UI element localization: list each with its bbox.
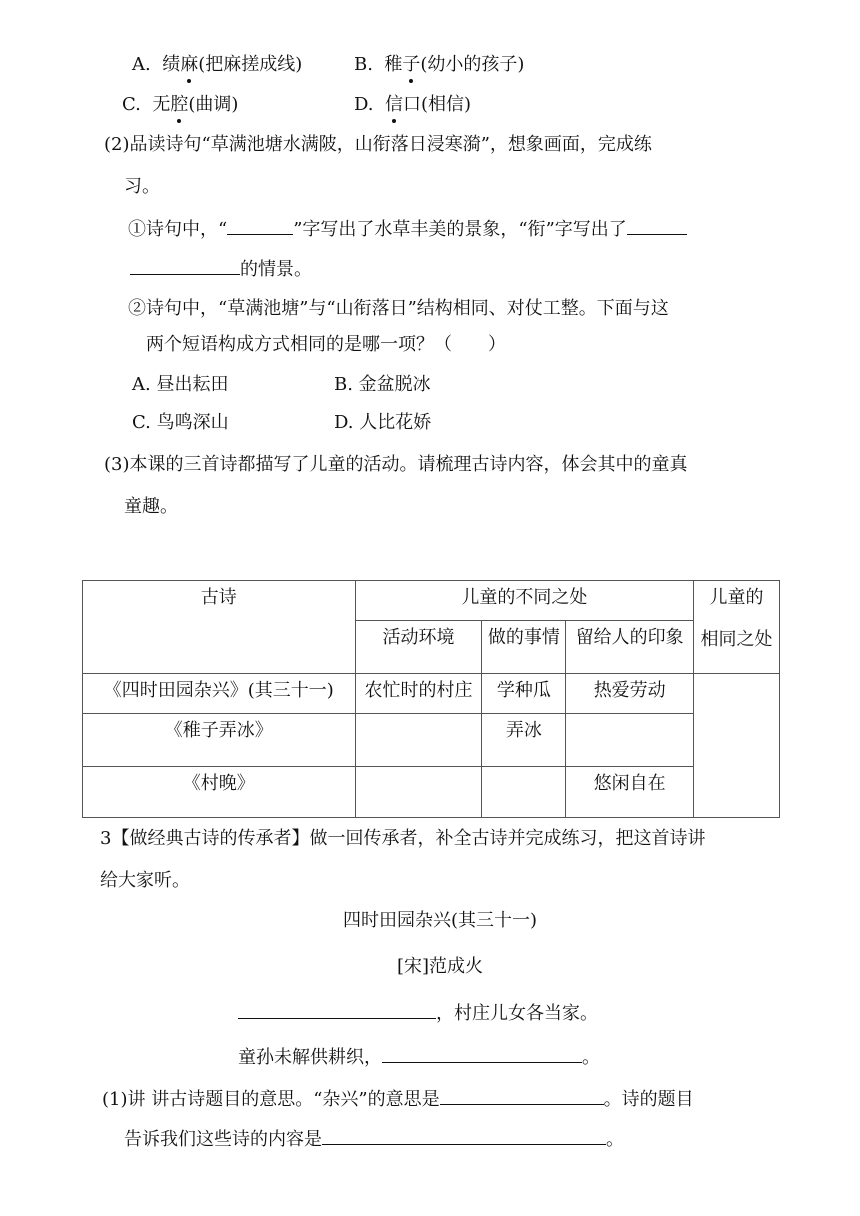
section3-line2: 给大家听。 <box>100 870 190 891</box>
poem-author-text: [宋]范成火 <box>396 956 484 977</box>
header-differences <box>355 581 694 621</box>
dotted-char: 腔 <box>170 92 188 118</box>
poem-cell <box>83 674 356 714</box>
header-environment <box>355 621 482 674</box>
q2-stem-line1: (2)品读诗句“草满池塘水满陂，山衔落日浸寒漪”，想象画面，完成练 <box>104 134 652 155</box>
sub1-text: 的情景。 <box>240 259 312 280</box>
cell-text <box>356 767 482 771</box>
cell-text <box>356 714 482 718</box>
q1-option-b <box>354 52 524 78</box>
task-cell <box>482 714 566 767</box>
similarity-cell[interactable] <box>694 674 780 818</box>
section3-line1: 3【做经典古诗的传承者】做一回传承者，补全古诗并完成练习，把这首诗讲 <box>100 828 706 849</box>
poem-title <box>0 908 860 934</box>
answer-blank[interactable] <box>440 1086 604 1105</box>
option-text: 绩 <box>162 54 181 75</box>
q2-option-d: D. 人比花娇 <box>334 412 432 433</box>
header-text: 儿童的不同之处 <box>461 587 588 608</box>
poem-title-text: 四时田园杂兴(其三十一) <box>342 910 538 931</box>
verse-text: 童孙未解供耕织， <box>238 1047 382 1068</box>
cell-text: 农忙时的村庄 <box>364 680 473 701</box>
cell-text <box>482 767 565 771</box>
cell-text: 悠闲自在 <box>593 773 666 794</box>
answer-blank[interactable] <box>130 256 240 275</box>
table-row <box>83 674 780 714</box>
dotted-char: 麻 <box>180 52 198 78</box>
q2-option-b: B. 金盆脱冰 <box>334 374 431 395</box>
impression-cell[interactable] <box>566 714 694 767</box>
verse-text: 。 <box>582 1047 600 1068</box>
impression-cell <box>566 767 694 818</box>
header-text: 留给人的印象 <box>575 627 684 648</box>
header-impression <box>566 621 694 674</box>
option-text: 无 <box>152 94 171 115</box>
option-text: 稚 <box>384 54 403 75</box>
option-letter: C. <box>122 94 141 115</box>
header-text: 儿童的 <box>709 587 764 608</box>
dotted-char: 信 <box>385 92 403 118</box>
s3-q1-line1 <box>102 1086 694 1113</box>
answer-blank[interactable] <box>627 216 687 235</box>
cell-text: 弄冰 <box>505 720 542 741</box>
header-similarities <box>694 581 780 674</box>
poem-verse2 <box>238 1044 600 1071</box>
sub1-text: ”字写出了水草丰美的景象，“衔”字写出了 <box>293 219 627 240</box>
q2-sub1-line1 <box>128 216 687 243</box>
verse-blank[interactable] <box>238 1000 436 1019</box>
option-gloss: (把麻搓成线) <box>198 54 303 75</box>
q2-sub2-line2: 两个短语构成方式相同的是哪一项？（ ） <box>146 334 506 355</box>
cell-text: 热爱劳动 <box>593 680 666 701</box>
q2-option-a: A. 昼出耘田 <box>132 374 229 395</box>
q3-line2: 童趣。 <box>124 496 178 517</box>
header-text: 古诗 <box>200 587 237 608</box>
poem-cell <box>83 767 356 818</box>
impression-cell <box>566 674 694 714</box>
answer-blank[interactable] <box>322 1126 606 1145</box>
header-poem <box>83 581 356 674</box>
question-text: 告诉我们这些诗的内容是 <box>124 1129 322 1150</box>
q2-stem-line2: 习。 <box>124 176 160 197</box>
cell-text: 学种瓜 <box>496 680 551 701</box>
answer-blank[interactable] <box>227 216 293 235</box>
q3-line1: (3)本课的三首诗都描写了儿童的活动。请梳理古诗内容，体会其中的童真 <box>104 454 688 475</box>
table-row <box>83 767 780 818</box>
env-cell[interactable] <box>355 767 482 818</box>
q1-option-a <box>132 52 302 78</box>
cell-text: 《村晚》 <box>182 773 255 794</box>
option-letter: A. <box>132 54 151 75</box>
q1-option-d <box>354 92 471 118</box>
cell-text: 《稚子弄冰》 <box>164 720 273 741</box>
option-gloss: (幼小的孩子) <box>420 54 525 75</box>
task-cell[interactable] <box>482 767 566 818</box>
question-text: 。 <box>606 1129 624 1150</box>
question-text: (1)讲 讲古诗题目的意思。“杂兴”的意思是 <box>102 1089 440 1110</box>
header-text: 相同之处 <box>700 629 773 650</box>
option-gloss: (曲调) <box>188 94 239 115</box>
question-text: 。诗的题目 <box>603 1089 694 1110</box>
table-row <box>83 714 780 767</box>
q2-sub2-line1: ②诗句中，“草满池塘”与“山衔落日”结构相同、对仗工整。下面与这 <box>128 298 669 319</box>
q1-option-c <box>122 92 238 118</box>
env-cell <box>355 674 482 714</box>
s3-q1-line2 <box>124 1126 624 1153</box>
header-task <box>482 621 566 674</box>
header-text: 活动环境 <box>382 627 455 648</box>
task-cell <box>482 674 566 714</box>
option-letter: D. <box>354 94 374 115</box>
poem-comparison-table <box>82 580 780 818</box>
q2-sub1-line2 <box>130 256 312 283</box>
option-gloss: 口(相信) <box>402 94 472 115</box>
sub1-text: ①诗句中，“ <box>128 219 228 240</box>
cell-text <box>566 714 693 718</box>
poem-verse1 <box>238 1000 598 1027</box>
poem-author <box>0 954 860 980</box>
verse-text: ，村庄儿女各当家。 <box>436 1003 598 1024</box>
poem-cell <box>83 714 356 767</box>
q2-option-c: C. 鸟鸣深山 <box>132 412 229 433</box>
cell-text: 《四时田园杂兴》(其三十一) <box>103 680 334 701</box>
header-text: 做的事情 <box>487 627 560 648</box>
env-cell[interactable] <box>355 714 482 767</box>
verse-blank[interactable] <box>382 1044 582 1063</box>
dotted-char: 子 <box>402 52 420 78</box>
option-letter: B. <box>354 54 373 75</box>
